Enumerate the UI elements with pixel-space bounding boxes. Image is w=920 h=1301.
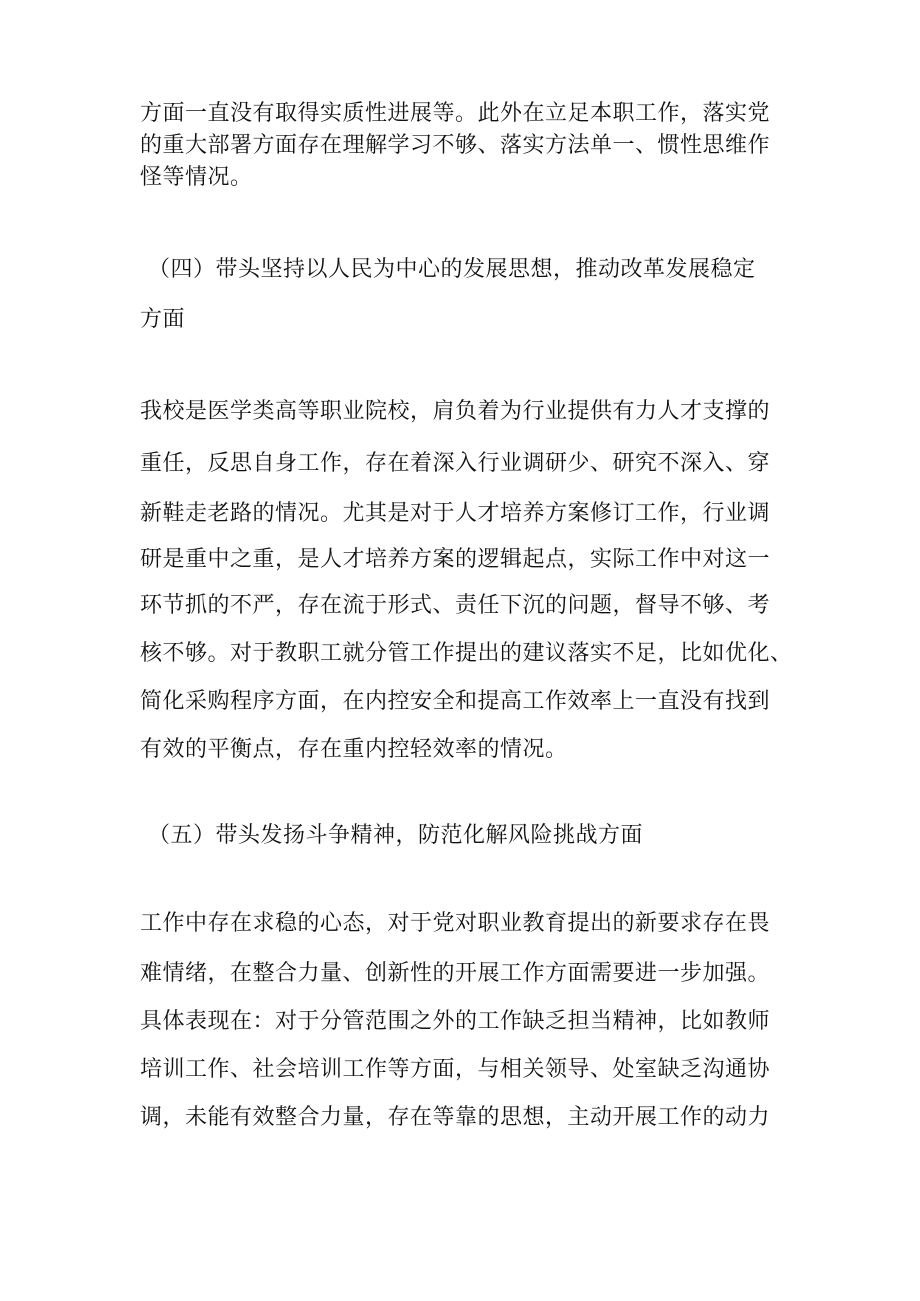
- paragraph-line: 难情绪，在整合力量、创新性的开展工作方面需要进一步加强。: [140, 961, 771, 986]
- paragraph-line: 我校是医学类高等职业院校，肩负着为行业提供有力人才支撑的: [140, 399, 771, 424]
- paragraph-line: 环节抓的不严，存在流于形式、责任下沉的问题，督导不够、考: [140, 593, 771, 618]
- paragraph-line: 新鞋走老路的情况。尤其是对于人才培养方案修订工作，行业调: [140, 501, 771, 526]
- paragraph-line: 具体表现在：对于分管范围之外的工作缺乏担当精神，比如教师: [140, 1009, 771, 1034]
- section-heading-5: （五）带头发扬斗争精神，防范化解风险挑战方面: [148, 823, 644, 848]
- paragraph-line: 工作中存在求稳的心态，对于党对职业教育提出的新要求存在畏: [140, 911, 771, 936]
- paragraph-line: 怪等情况。: [140, 165, 253, 190]
- paragraph-line: 简化采购程序方面，在内控安全和提高工作效率上一直没有找到: [140, 689, 771, 714]
- paragraph-line: 重任，反思自身工作，存在着深入行业调研少、研究不深入、穿: [140, 451, 771, 476]
- paragraph-line: 方面一直没有取得实质性进展等。此外在立足本职工作，落实党: [140, 101, 771, 126]
- paragraph-line: 的重大部署方面存在理解学习不够、落实方法单一、惯性思维作: [140, 133, 771, 158]
- paragraph-line: 核不够。对于教职工就分管工作提出的建议落实不足，比如优化、: [140, 641, 793, 666]
- paragraph-line: 有效的平衡点，存在重内控轻效率的情况。: [140, 737, 568, 762]
- paragraph-line: 培训工作、社会培训工作等方面，与相关领导、处室缺乏沟通协: [140, 1057, 771, 1082]
- paragraph-line: 调，未能有效整合力量，存在等靠的思想，主动开展工作的动力: [140, 1105, 771, 1130]
- paragraph-line: 研是重中之重，是人才培养方案的逻辑起点，实际工作中对这一: [140, 547, 771, 572]
- section-heading-4: （四）带头坚持以人民为中心的发展思想，推动改革发展稳定: [148, 257, 756, 282]
- section-heading-4-cont: 方面: [140, 307, 186, 332]
